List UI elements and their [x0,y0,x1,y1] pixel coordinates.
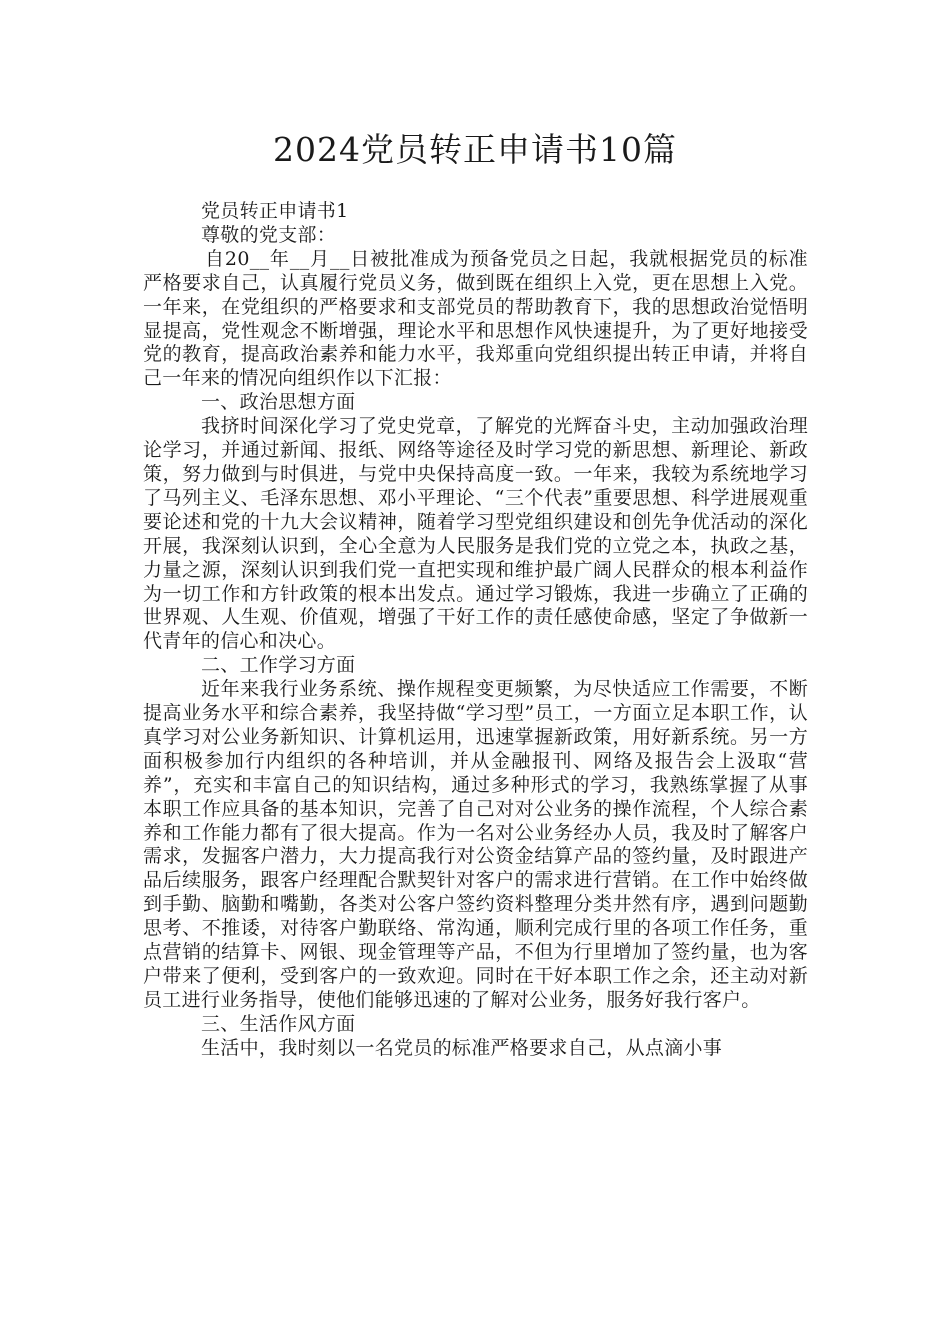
section-body-work: 近年来我行业务系统、操作规程变更频繁，为尽快适应工作需要，不断提高业务水平和综合素养，我坚持做“学习型”员工，一方面立足本职工作，认真学习对公业务新知识、计算机运用，迅速掌握新政策，用好新系统。另一方面积极参加行内组织的各种培训，并从金融报刊、网络及报告会上汲取“营养”，充实和丰富自己的知识结构，通过多种形式的学习，我熟练掌握了从事本职工作应具备的基本知识，完善了自己对对公业务的操作流程，个人综合素养和工作能力都有了很大提高。作为一名对公业务经办人员，我及时了解客户需求，发掘客户潜力，大力提高我行对公资金结算产品的签约量，及时跟进产品后续服务，跟客户经理配合默契针对客户的需求进行营销。在工作中始终做到手勤、脑勤和嘴勤，各类对公客户签约资料整理分类井然有序，遇到问题勤思考、不推诿，对待客户勤联络、常沟通，顺利完成行里的各项工作任务，重点营销的结算卡、网银、现金管理等产品，不但为行里增加了签约量，也为客户带来了便利，受到客户的一致欢迎。同时在干好本职工作之余，还主动对新员工进行业务指导，使他们能够迅速的了解对公业务，服务好我行客户。 [143,678,808,1011]
salutation: 尊敬的党支部： [201,223,337,246]
section-body-political: 我挤时间深化学习了党史党章，了解党的光辉奋斗史，主动加强政治理论学习，并通过新闻、报纸、网络等途径及时学习党的新思想、新理论、新政策，努力做到与时俱进，与党中央保持高度一致。一年来，我较为系统地学习了马列主义、毛泽东思想、邓小平理论、“三个代表”重要思想、科学进展观重要论述和党的十九大会议精神，随着学习型党组织建设和创先争优活动的深化开展，我深刻认识到，全心全意为人民服务是我们党的立党之本，执政之基，力量之源，深刻认识到我们党一直把实现和维护最广阔人民群众的根本利益作为一切工作和方针政策的根本出发点。通过学习锻炼，我进一步确立了正确的世界观、人生观、价值观，增强了干好工作的责任感使命感，坚定了争做新一代青年的信心和决心。 [143,415,808,653]
letter-heading: 党员转正申请书1 [201,200,349,222]
section-heading-work: 二、工作学习方面 [201,654,356,677]
section-heading-life: 三、生活作风方面 [201,1012,356,1035]
section-body-life: 生活中，我时刻以一名党员的标准严格要求自己，从点滴小事 [201,1036,723,1059]
intro-paragraph: 自20__年__月__日被批准成为预备党员之日起，我就根据党员的标准严格要求自己，认真履行党员义务，做到既在组织上入党，更在思想上入党。一年来，在党组织的严格要求和支部党员的帮助教育下，我的思想政治觉悟明显提高，党性观念不断增强，理论水平和思想作风快速提升，为了更好地接受党的教育，提高政治素养和能力水平，我郑重向党组织提出转正申请，并将自己一年来的情况向组织作以下汇报： [143,247,808,390]
document-title: 2024党员转正申请书10篇 [273,130,677,169]
section-heading-political: 一、政治思想方面 [201,391,356,414]
document-body [143,200,808,1061]
